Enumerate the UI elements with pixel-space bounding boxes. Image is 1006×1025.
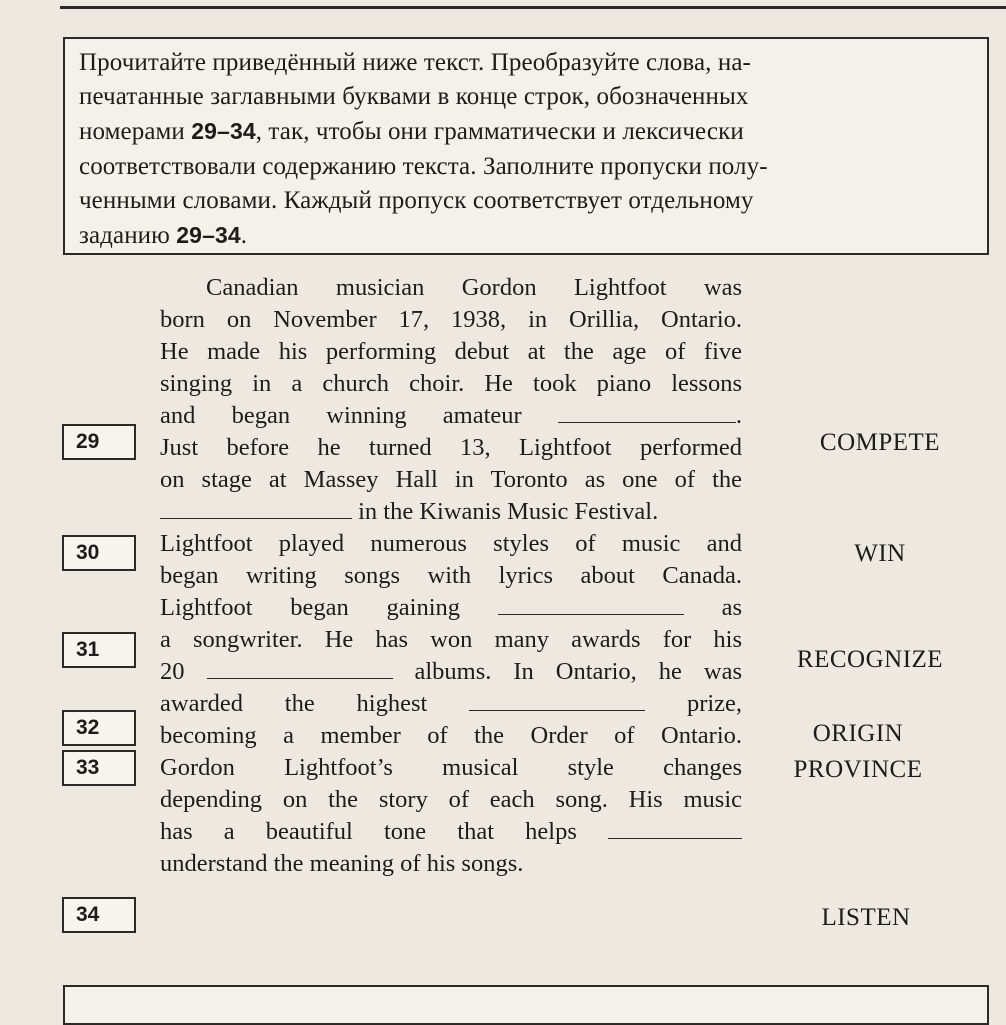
answer-blank-34[interactable]	[608, 818, 742, 839]
answer-blank-30[interactable]	[160, 498, 352, 519]
instruction-text: заданию	[79, 222, 177, 250]
answer-blank-31[interactable]	[498, 594, 684, 615]
passage-line: depending on the story of each song. His music	[160, 786, 742, 813]
answer-blank-33[interactable]	[469, 690, 645, 711]
passage-line: Just before he turned 13, Lightfoot performed	[160, 434, 742, 461]
instruction-text: номерами	[79, 118, 192, 146]
instruction-text: .	[240, 222, 248, 250]
passage-line: singing in a church choir. He took piano lessons	[160, 370, 742, 397]
instruction-range: 29–34	[176, 222, 241, 249]
instruction-line: Прочитайте приведённый ниже текст. Преобразуйте слова, на-	[79, 49, 751, 76]
passage-line: understand the meaning of his songs.	[160, 850, 524, 877]
instruction-text: , так, чтобы они грамматически и лексически	[255, 118, 744, 146]
passage-line: born on November 17, 1938, in Orillia, Ontario.	[160, 306, 742, 333]
passage-text: has a beautiful tone that helps	[160, 818, 577, 845]
passage-line	[160, 496, 742, 528]
answer-blank-32[interactable]	[207, 658, 393, 679]
passage-text: the	[284, 690, 315, 717]
passage-line	[160, 400, 742, 432]
task-number-34: 34	[62, 897, 136, 933]
passage-text: awarded	[160, 690, 243, 717]
passage-line: began writing songs with lyrics about Canada.	[160, 562, 742, 589]
passage-line: Gordon Lightfoot’s musical style changes	[160, 754, 742, 781]
passage-line	[160, 592, 742, 624]
instruction-line: печатанные заглавными буквами в конце строк, обозначенных	[79, 83, 749, 111]
passage-text: Lightfoot began gaining	[160, 594, 461, 621]
task-number-29: 29	[62, 424, 136, 460]
passage-line: He made his performing debut at the age of five	[160, 338, 742, 365]
task-number-31: 31	[62, 632, 136, 668]
next-section-box	[63, 985, 989, 1025]
passage-text: and began winning amateur	[160, 402, 522, 429]
keyword-win: WIN	[854, 540, 906, 567]
instruction-line: соответствовали содержанию текста. Заполните пропуски полу-	[79, 152, 768, 180]
passage-text: in the Kiwanis Music Festival.	[358, 498, 659, 525]
passage-line: Canadian musician Gordon Lightfoot was	[206, 274, 742, 301]
task-number-32: 32	[62, 710, 136, 746]
passage-text: 20	[160, 658, 185, 685]
answer-blank-29[interactable]	[558, 402, 736, 423]
passage-line: a songwriter. He has won many awards for his	[160, 626, 742, 653]
passage-line	[160, 688, 742, 720]
keyword-listen: LISTEN	[821, 904, 911, 931]
passage-text: albums. In Ontario, he was	[414, 658, 742, 685]
instruction-line: ченными словами. Каждый пропуск соответствует отдельному	[79, 186, 754, 214]
passage-line: Lightfoot played numerous styles of music and	[160, 530, 742, 557]
passage-text: as	[721, 594, 743, 621]
keyword-compete: COMPETE	[819, 429, 941, 456]
passage-text: highest	[356, 690, 428, 717]
keyword-recognize: RECOGNIZE	[796, 646, 944, 673]
passage-line	[160, 656, 742, 688]
task-number-33: 33	[62, 750, 136, 786]
passage-line	[160, 816, 742, 848]
instruction-box	[63, 37, 989, 255]
instruction-line	[79, 218, 973, 253]
page-top-rule	[60, 0, 1006, 9]
instruction-range: 29–34	[191, 118, 256, 145]
instruction-line	[79, 114, 973, 149]
passage-line: on stage at Massey Hall in Toronto as one of the	[160, 466, 742, 493]
keyword-province: PROVINCE	[793, 756, 923, 783]
passage-line: becoming a member of the Order of Ontario.	[160, 722, 742, 749]
keyword-origin: ORIGIN	[812, 720, 904, 747]
passage-text: prize,	[686, 690, 743, 717]
task-number-30: 30	[62, 535, 136, 571]
passage-text: .	[735, 402, 743, 429]
